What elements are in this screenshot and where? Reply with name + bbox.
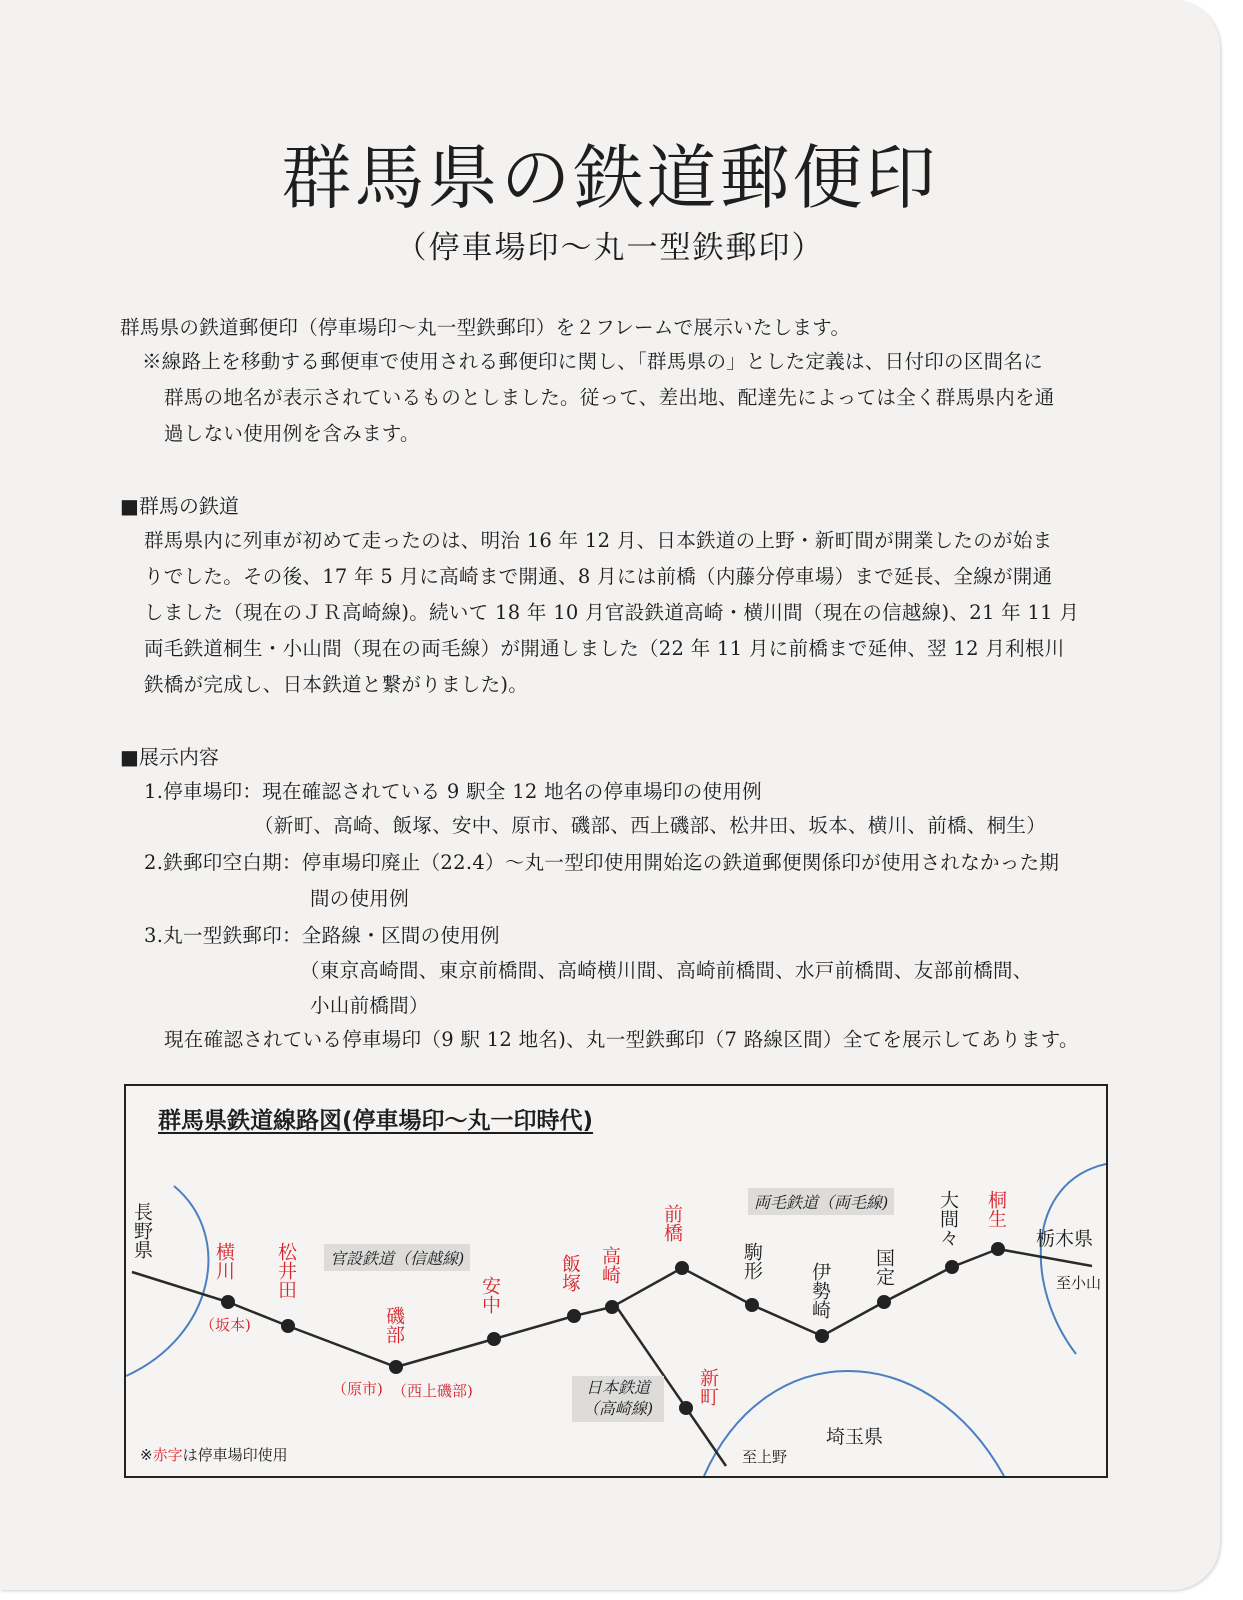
station-label-kiryu: 桐生 bbox=[985, 1190, 1007, 1228]
direction-label-oyama: 至小山 bbox=[1056, 1274, 1102, 1292]
station-dot-annaka bbox=[487, 1332, 501, 1346]
section-heading-railways: ■群馬の鉄道 bbox=[120, 494, 239, 518]
line-label-ryomo: 両毛鉄道（両毛線) bbox=[748, 1188, 894, 1215]
station-label-isesaki: 伊勢崎 bbox=[809, 1262, 831, 1319]
intro-line: 群馬県の鉄道郵便印（停車場印～丸一型鉄郵印）を２フレームで展示いたします。 bbox=[120, 316, 851, 339]
page-title: 群馬県の鉄道郵便印 bbox=[281, 137, 939, 219]
station-dot-maebashi bbox=[675, 1261, 689, 1275]
station-dot-kiryu bbox=[991, 1242, 1005, 1256]
station-dot-kunisada bbox=[877, 1295, 891, 1309]
station-dot-omama bbox=[945, 1260, 959, 1274]
history-line: しました（現在のＪＲ高崎線)。続いて 18 年 10 月官設鉄道高崎・横川間（現在の信越線)、21 年 11 月 bbox=[144, 601, 1080, 624]
line-label-nippon: 日本鉄道（高崎線) bbox=[572, 1376, 664, 1422]
station-label-isobe: 磯部 bbox=[383, 1306, 405, 1344]
history-line: 両毛鉄道桐生・小山間（現在の両毛線）が開通しました（22 年 11 月に前橋まで延伸、翌 12 月利根川 bbox=[144, 637, 1065, 660]
station-dot-yokokawa bbox=[221, 1295, 235, 1309]
exhibit-summary: 現在確認されている停車場印（9 駅 12 地名)、丸一型鉄郵印（7 路線区間）全てを展示してあります。 bbox=[164, 1028, 1079, 1051]
station-label-annaka: 安中 bbox=[479, 1276, 501, 1314]
exhibit-item-detail: （東京高崎間、東京前橋間、高崎横川間、高崎前橋間、水戸前橋間、友部前橋間、 bbox=[300, 959, 1033, 982]
exhibit-item: 1.停車場印：現在確認されている 9 駅全 12 地名の停車場印の使用例 bbox=[144, 780, 762, 803]
exhibit-item-detail: （新町、高崎、飯塚、安中、原市、磯部、西上磯部、松井田、坂本、横川、前橋、桐生） bbox=[254, 814, 1047, 837]
legend-red-text: 赤字 bbox=[152, 1446, 183, 1464]
section-heading-exhibit: ■展示内容 bbox=[120, 745, 219, 769]
station-label-komagata: 駒形 bbox=[741, 1242, 763, 1280]
exhibit-item: 2.鉄郵印空白期：停車場印廃止（22.4）～丸一型印使用開始迄の鉄道郵便関係印が使用されなかった期 bbox=[144, 851, 1060, 874]
line-label-shinetsu: 官設鉄道（信越線) bbox=[324, 1244, 470, 1271]
station-label-takasaki: 高崎 bbox=[599, 1246, 621, 1284]
map-legend bbox=[140, 1444, 288, 1465]
direction-label-ueno: 至上野 bbox=[742, 1448, 788, 1466]
prefecture-label-nagano: 長野県 bbox=[131, 1202, 153, 1259]
station-dot-shinmachi bbox=[679, 1401, 693, 1415]
legend-suffix: は停車場印使用 bbox=[182, 1446, 288, 1464]
intro-note-line: 過しない使用例を含みます。 bbox=[164, 422, 420, 445]
page-subtitle: （停車場印～丸一型鉄郵印） bbox=[395, 230, 825, 266]
station-label-omama: 大間々 bbox=[937, 1190, 959, 1247]
station-dot-isesaki bbox=[815, 1329, 829, 1343]
railway-map bbox=[124, 1084, 1108, 1478]
map-title: 群馬県鉄道線路図(停車場印～丸一印時代) bbox=[158, 1108, 594, 1134]
station-dot-matsuida bbox=[281, 1319, 295, 1333]
prefecture-label-tochigi: 栃木県 bbox=[1036, 1228, 1094, 1250]
station-label-maebashi: 前橋 bbox=[661, 1204, 683, 1242]
station-dot-takasaki bbox=[605, 1300, 619, 1314]
prefecture-label-saitama: 埼玉県 bbox=[826, 1426, 884, 1448]
station-dot-komagata bbox=[745, 1298, 759, 1312]
legend-prefix: ※ bbox=[140, 1446, 153, 1464]
station-label-shinmachi: 新町 bbox=[697, 1368, 719, 1406]
station-label-sakamoto: （坂本) bbox=[200, 1316, 251, 1334]
station-dot-isobe bbox=[389, 1360, 403, 1374]
intro-note-line: ※線路上を移動する郵便車で使用される郵便印に関し、「群馬県の」とした定義は、日付印の区間名に bbox=[142, 350, 1044, 373]
station-label-haraichi: （原市) bbox=[332, 1380, 383, 1398]
exhibit-item-detail: 間の使用例 bbox=[310, 887, 410, 910]
history-line: 鉄橋が完成し、日本鉄道と繋がりました)。 bbox=[144, 673, 529, 696]
exhibit-item-detail: 小山前橋間） bbox=[310, 994, 429, 1017]
station-dot-iizuka bbox=[567, 1309, 581, 1323]
station-label-iizuka: 飯塚 bbox=[559, 1254, 581, 1292]
exhibit-item: 3.丸一型鉄郵印：全路線・区間の使用例 bbox=[144, 924, 500, 947]
station-label-nishikamiisobe: （西上磯部) bbox=[392, 1382, 473, 1400]
station-label-kunisada: 国定 bbox=[873, 1248, 895, 1286]
station-label-yokokawa: 横川 bbox=[213, 1242, 235, 1280]
station-label-matsuida: 松井田 bbox=[275, 1242, 297, 1299]
intro-note-line: 群馬の地名が表示されているものとしました。従って、差出地、配達先によっては全く群馬県内を通 bbox=[164, 386, 1055, 409]
history-line: りでした。その後、17 年 5 月に高崎まで開通、8 月には前橋（内藤分停車場）まで延長、全線が開通 bbox=[144, 565, 1053, 588]
history-line: 群馬県内に列車が初めて走ったのは、明治 16 年 12 月、日本鉄道の上野・新町間が開業したのが始ま bbox=[144, 529, 1053, 552]
